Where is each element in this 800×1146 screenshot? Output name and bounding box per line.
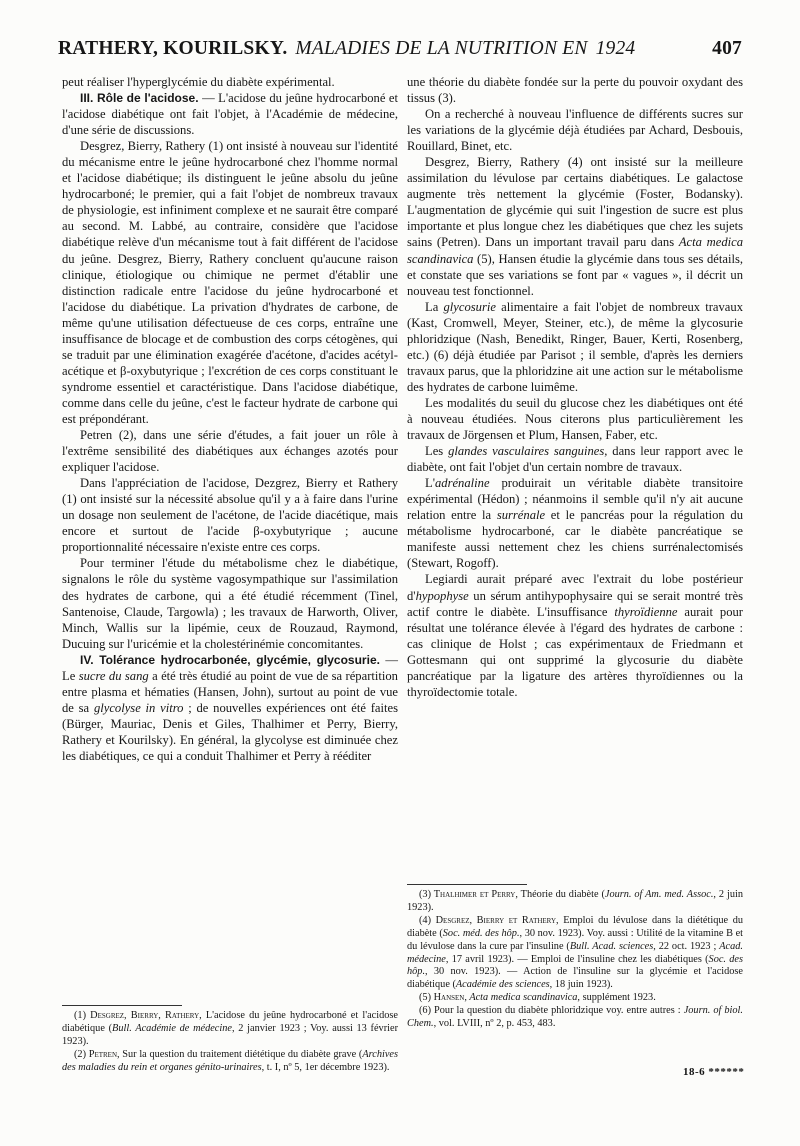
paragraph [407, 475, 743, 571]
paragraph-text: un sérum antihypophysaire qui se serait montré très actif contre le diabète. L'insuffisance [407, 588, 743, 619]
paragraph-text: Les [425, 444, 449, 459]
paragraph-text: (5), Hansen étudie la glycémie dans tous ses détails, et constate que ses variations se font par « vagues », il décrit un nouveau test fonctionnel. [407, 251, 743, 298]
italic-term: Acta medica scandinavica [407, 235, 744, 266]
paragraph-text: , dans leur rapport avec le diabète, ont fait l'objet d'un certain nombre de travaux. [407, 444, 743, 475]
paragraph-text: — L'acidose du jeûne hydrocarboné et l'acidose diabétique ont fait l'objet, à l'Académie de médecine, d'une série de discussions. [62, 91, 398, 138]
left-column [62, 74, 398, 764]
footnote-source: Soc. des hôp. [407, 953, 743, 978]
footnote-source: Journ. of Am. med. Assoc. [604, 889, 714, 900]
paragraph-text: alimentaire a fait l'objet de nombreux travaux (Kast, Cromwell, Meyer, Steiner, etc.), de même la glycosurie phloridzique (Nash, Benedikt, Ringer, Bauer, Kerti, Rosenberg, etc.) (6) déjà étudiée par Parisot ; il semble, d'après les derniers travaux parus, que la phloridzine ait une action sur le métabolisme des hydrates de carbone luimême. [407, 299, 743, 394]
footnote-authors: (4) Desgrez, Bierry et Rathery, [419, 914, 559, 926]
footnote-text: , vol. LVIII, nº 2, p. 453, 483. [433, 1018, 556, 1030]
paragraph-text: aurait pour résultat une tolérance élevée à l'égard des hydrates de carbone : cas clinique de Holst ; cas expérimentaux de Friedmann et Gottesmann qui ont supprimé la glycosurie du diabète pancréatique par la ligature des artères thyroïdiennes ou la thyroïdectomie totale. [407, 604, 743, 699]
paragraph-text: L' [425, 476, 435, 491]
footnote [62, 1010, 398, 1049]
running-header [58, 38, 742, 72]
paragraph [407, 299, 743, 395]
paragraph [62, 652, 398, 764]
footnote-source: Archives des maladies du rein et organes génito-urinaires [62, 1048, 398, 1073]
footnote-source: Journ. of biol. Chem. [407, 1005, 743, 1030]
footnote-authors: (3) Thalhimer et Perry, [419, 889, 518, 900]
paragraph: Desgrez, Bierry, Rathery (1) ont insisté à nouveau sur l'identité du mécanisme entre le jeûne hydrocarboné chez l'homme normal et l'acidose diabétique; ils distinguent le jeûne absolu du jeûne hydrocarboné; le premier, qui a fait l'objet de nombreux travaux de physiologie, est infiniment complexe et ne saurait être comparé au second. M. Labbé, au contraire, considère que l'acidose diabétique relève d'un mécanisme tout à fait différent de l'acidose du jeûne. Desgrez, Bierry, Rathery concluent qu'aucune raison clinique, étiologique ou chimique ne permet d'établir une distinction radicale entre l'acidose du jeûne hydrocarboné et l'acidose du diabétique. La privation d'hydrates de carbone, de même qu'une utilisation défectueuse de ces corps, entraîne une insuffisance de blocage et de combustion des corps cétogènes, qui se traduit par une élimination exagérée d'acétone, d'acides acétyl-acétique et β-oxybutyrique ; l'excrétion de ces corps constituant le syndrome essentiel et caractéristique. Dans l'acidose diabétique, comme dans celle du jeûne, c'est le facteur hydrate de carbone qui est prépondérant. [62, 139, 398, 426]
footnote-source: Acad. médecine [407, 940, 743, 965]
footnote-source: Bull. Acad. sciences [569, 940, 654, 952]
italic-term: sucre du sang [78, 668, 149, 683]
right-column [407, 74, 743, 700]
footnote-text: , supplément 1923. [577, 992, 656, 1004]
footnote-authors: (1) Desgrez, Bierry, Rathery, [74, 1010, 202, 1021]
footnote [407, 992, 743, 1005]
paragraph-text: Desgrez, Bierry, Rathery (4) ont insisté sur la meilleure assimilation du lévulose par certains diabétiques. Le galactose augmente très nettement la glycémie (Foster, Bodansky). L'augmentation de glycémie qui suit l'ingestion de sucre est plus importante et plus longue chez les diabétiques que chez les sujets sains (Petren). Dans un important travail paru dans [407, 155, 743, 250]
footnote-rule [62, 1005, 182, 1006]
footnote-text: (6) Pour la question du diabète phloridzique voy. entre autres : [419, 1005, 684, 1017]
footnote-text: Sur la question du traitement diététique du diabète grave ( [119, 1048, 363, 1060]
footnotes-left [62, 1010, 398, 1075]
paragraph [407, 154, 743, 298]
paragraph-text: Legiardi aurait préparé avec l'extrait du lobe postérieur d' [407, 572, 743, 603]
footnote [62, 1049, 398, 1075]
header-year: 1924 [595, 38, 636, 59]
footnote-source: Bull. Académie de médecine [112, 1022, 232, 1034]
footnote-rule [407, 884, 527, 885]
paragraph-text: — Le [62, 652, 398, 683]
paragraph [62, 90, 398, 138]
italic-term: adrénaline [434, 476, 490, 491]
footnote [407, 889, 743, 915]
paragraph-text: La [425, 299, 444, 314]
paragraph: Les modalités du seuil du glucose chez les diabétiques ont été à nouveau étudiées. Nous citerons plus particulièrement les travaux de Jörgensen et Plum, Hansen, Faber, etc. [407, 395, 743, 443]
page-number: 407 [712, 38, 742, 59]
footnote-text: , 2 janvier 1923 ; Voy. aussi 13 février 1923). [62, 1022, 398, 1047]
italic-term: glandes vasculaires sanguines [448, 444, 605, 459]
paragraph: Dans l'appréciation de l'acidose, Dezgrez, Bierry et Rathery (1) ont insisté sur la nécessité absolue qu'il y a à faire dans l'urine un dosage non seulement de l'acétone, de l'acide diacétique, mais encore et surtout de l'acide β-oxybutyrique ; aucune proportionnalité nécessaire n'existe entre ces corps. [62, 476, 398, 555]
footnote-source: Soc. méd. des hôp. [442, 927, 520, 939]
footnote-text: , 22 oct. 1923 ; [653, 940, 720, 952]
italic-term: glycolyse in vitro [93, 700, 184, 715]
footnote-text: Théorie du diabète ( [517, 889, 605, 900]
paragraph: On a recherché à nouveau l'influence de différents sucres sur les variations de la glycémie déjà étudiées par Achard, Desbouis, Rouillard, Binet, etc. [407, 107, 743, 154]
footnotes-right [407, 889, 743, 1031]
footnote-text: Emploi du lévulose dans la diététique du diabète ( [407, 914, 743, 939]
footnote-text: , 18 juin 1923). [549, 979, 613, 991]
footnote-text: L'acidose du jeûne hydrocarboné et l'acidose diabétique ( [62, 1010, 398, 1034]
footnote-text: , t. I, nº 5, 1er décembre 1923). [261, 1061, 390, 1073]
italic-term: glycosurie [443, 299, 496, 314]
footnote-authors: (5) Hansen, [419, 992, 467, 1004]
footnote-text: , 30 nov. 1923). Voy. aussi : Utilité de la vitamine B et du lévulose dans la cure par l'insuline ( [407, 927, 744, 952]
paragraph-text: ; de nouvelles expériences ont été faites (Bürger, Mauriac, Denis et Giles, Thalhimer et Perry, Bierry, Rathery et Kourilsky). En général, la glycolyse est diminuée chez les diabétiques, ce qui a conduit Thalhimer et Perry à rééditer [62, 700, 398, 763]
footnote-text: , 30 nov. 1923). — Action de l'insuline sur la glycémie et l'acidose diabétique ( [407, 966, 743, 991]
italic-term: hypophyse [415, 588, 469, 603]
section-heading: IV. Tolérance hydrocarbonée, glycémie, glycosurie. [80, 652, 380, 667]
italic-term: surrénale [496, 508, 546, 523]
footnote-source: Acta medica scandinavica [466, 992, 578, 1004]
paragraph: Petren (2), dans une série d'études, a fait jouer un rôle à l'extrême sensibilité des diabétiques aux échanges azotés pour expliquer l'acidose. [62, 428, 398, 475]
paragraph: une théorie du diabète fondée sur la perte du pouvoir oxydant des tissus (3). [407, 75, 743, 106]
paragraph: Pour terminer l'étude du métabolisme chez le diabétique, signalons le rôle du système vagosympathique sur l'assimilation des hydrates de carbone, qui a été étudié récemment (Tinel, Santenoise, Claude, Targowla) ; les travaux de Harworth, Oliver, Minch, Wallis sur la lipémie, ceux de Rouzaud, Raymond, Ducuing sur l'uricémie et la cholestérinémie concomitantes. [62, 556, 398, 651]
paragraph [407, 571, 743, 699]
paragraph-text: et le pancréas pour la régulation du métabolisme hydrocarboné, car le diabète pancréatique se manifeste aussi nettement chez les chiens surrénalectomisés (Stewart, Rogoff). [407, 508, 743, 571]
printer-signature: 18-6 ****** [683, 1066, 745, 1078]
paragraph [407, 443, 743, 475]
footnote [407, 915, 743, 992]
italic-term: thyroïdienne [614, 604, 678, 619]
paragraph-text: produirait un véritable diabète transitoire expérimental (Hédon) ; néanmoins il semble qu'il n'y ait aucune relation entre la [407, 476, 743, 523]
paragraph: peut réaliser l'hyperglycémie du diabète expérimental. [62, 75, 335, 89]
footnote [407, 1005, 743, 1031]
section-heading: III. Rôle de l'acidose. [80, 91, 199, 106]
header-title: MALADIES DE LA NUTRITION EN [295, 38, 588, 59]
header-authors: RATHERY, KOURILSKY. [58, 38, 288, 59]
footnote-text: , 17 avril 1923). — Emploi de l'insuline chez les diabétiques ( [445, 953, 709, 965]
footnote-source: Académie des sciences [455, 979, 550, 991]
paragraph-text: a été très étudié au point de vue de sa répartition entre plasma et hématies (Hansen, John), surtout au point de vue de sa [62, 668, 398, 715]
footnote-text: , 2 juin 1923). [407, 889, 743, 913]
footnote-authors: (2) Petren, [74, 1048, 120, 1060]
